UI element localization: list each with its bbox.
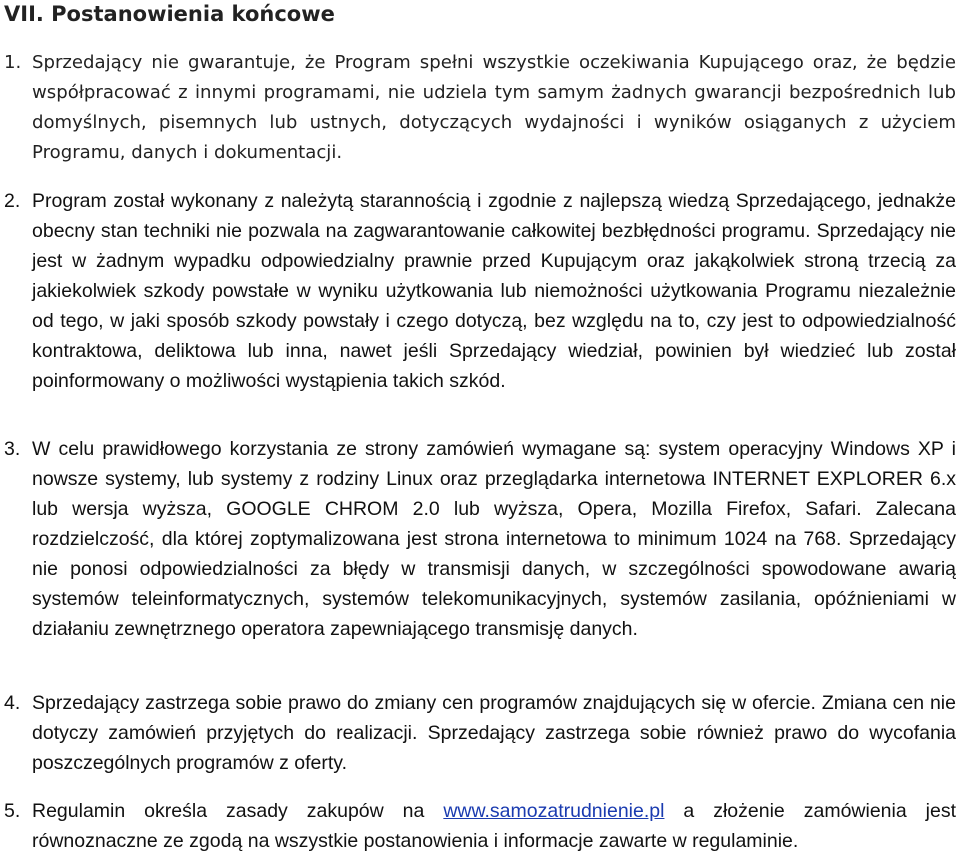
paragraph-number: 4. bbox=[4, 692, 21, 714]
paragraph-number: 2. bbox=[4, 190, 21, 212]
paragraph-number: 5. bbox=[4, 800, 21, 822]
paragraph-5 bbox=[4, 796, 957, 856]
paragraph-text: Program został wykonany z należytą starannością i zgodnie z najlepszą wiedzą Sprzedającego, jednakże obecny stan techniki nie pozwala na zagwarantowanie całkowitej bezbłędności programu. Sprzedający nie jest w żadnym wypadku odpowiedzialny prawnie przed Kupującym oraz jakąkolwiek stroną trzecią za jakiekolwiek szkody powstałe w wyniku użytkowania lub niemożności użytkowania Programu niezależnie od tego, w jaki sposób szkody powstały i czego dotyczą, bez względu na to, czy jest to odpowiedzialność kontraktowa, deliktowa lub inna, nawet jeśli Sprzedający wiedział, powinien był wiedzieć lub został poinformowany o możliwości wystąpienia takich szkód. bbox=[32, 190, 956, 392]
paragraph-4 bbox=[4, 688, 956, 778]
paragraph-number: 3. bbox=[4, 438, 21, 460]
section-heading: VII. Postanowienia końcowe bbox=[4, 2, 335, 26]
paragraph-2 bbox=[4, 186, 956, 396]
paragraph-text-after: a złożenie zamówienia jest równoznaczne ze zgodą na wszystkie postanowienia i informacje zawarte w regulaminie. bbox=[32, 800, 957, 852]
paragraph-number: 1. bbox=[4, 52, 22, 73]
paragraph-text: W celu prawidłowego korzystania ze strony zamówień wymagane są: system operacyjny Windows XP i nowsze systemy, lub systemy z rodziny Linux oraz przeglądarka internetowa INTERNET EXPLORER 6.x lub wersja wyższa, GOOGLE CHROM 2.0 lub wyższa, Opera, Mozilla Firefox, Safari. Zalecana rozdzielczość, dla której zoptymalizowana jest strona internetowa to minimum 1024 na 768. Sprzedający nie ponosi odpowiedzialności za błędy w transmisji danych, w szczególności spowodowane awarią systemów teleinformatycznych, systemów telekomunikacyjnych, systemów zasilania, opóźnieniami w działaniu zewnętrznego operatora zapewniającego transmisję danych. bbox=[32, 438, 956, 640]
paragraph-1 bbox=[4, 48, 956, 168]
paragraph-3 bbox=[4, 434, 956, 644]
website-link[interactable]: www.samozatrudnienie.pl bbox=[443, 800, 665, 822]
paragraph-text: Sprzedający zastrzega sobie prawo do zmiany cen programów znajdujących się w ofercie. Zmiana cen nie dotyczy zamówień przyjętych do realizacji. Sprzedający zastrzega sobie również prawo do wycofania poszczególnych programów z oferty. bbox=[32, 692, 956, 774]
paragraph-text-before: Regulamin określa zasady zakupów na bbox=[32, 800, 425, 822]
paragraph-text: Sprzedający nie gwarantuje, że Program spełni wszystkie oczekiwania Kupującego oraz, że będzie współpracować z innymi programami, nie udziela tym samym żadnych gwarancji bezpośrednich lub domyślnych, pisemnych lub ustnych, dotyczących wydajności i wyników osiąganych z użyciem Programu, danych i dokumentacji. bbox=[32, 52, 956, 163]
